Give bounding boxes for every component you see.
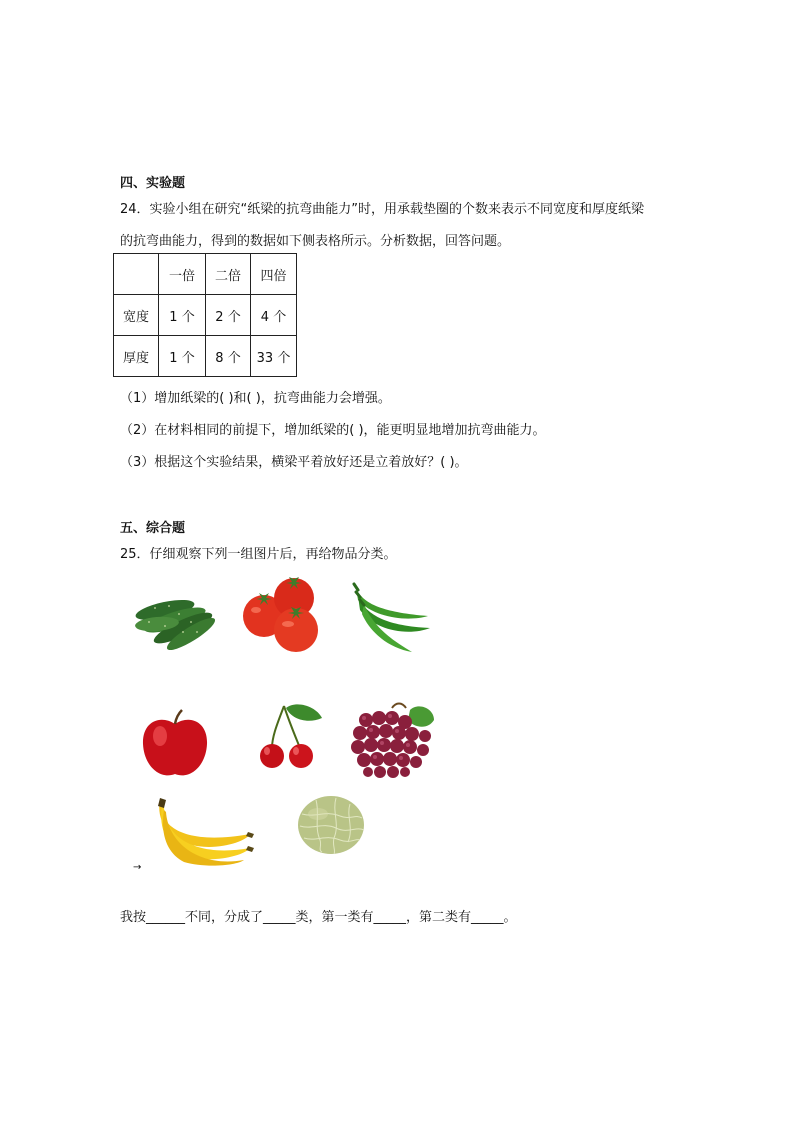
table-row [114, 336, 297, 377]
cucumber-image [135, 588, 219, 650]
grape-image [348, 700, 438, 784]
question-24-line2: 的抗弯曲能力，得到的数据如下侧表格所示。分析数据，回答问题。 [120, 234, 511, 249]
arrow-mark: → [133, 862, 142, 873]
table-cell: 8 个 [206, 336, 251, 377]
cantaloupe-image [296, 794, 366, 856]
table-header: 一倍 [159, 254, 206, 295]
tomato-image [240, 576, 324, 654]
table-cell: 4 个 [251, 295, 297, 336]
question-24-line1: 24．实验小组在研究“纸梁的抗弯曲能力”时，用承载垫圈的个数来表示不同宽度和厚度纸梁 [120, 202, 645, 217]
section-heading-comprehensive: 五、综合题 [120, 521, 186, 536]
table-cell: 33 个 [251, 336, 297, 377]
table-cell: 厚度 [114, 336, 159, 377]
question-25: 25．仔细观察下列一组图片后，再给物品分类。 [120, 547, 397, 562]
sub-question-1: （1）增加纸梁的( )和( )，抗弯曲能力会增强。 [120, 391, 391, 406]
table-cell: 1 个 [159, 295, 206, 336]
cherry-image [256, 702, 326, 770]
answer-line: 我按______不同，分成了_____类，第一类有_____，第二类有_____。 [120, 910, 517, 925]
green-pepper-image [348, 582, 434, 654]
table-header: 二倍 [206, 254, 251, 295]
table-cell: 2 个 [206, 295, 251, 336]
table-header: 四倍 [251, 254, 297, 295]
apple-image [140, 708, 210, 780]
section-heading-experiment: 四、实验题 [120, 176, 186, 191]
data-table [113, 253, 297, 377]
table-cell [114, 254, 159, 295]
table-cell: 1 个 [159, 336, 206, 377]
sub-question-3: （3）根据这个实验结果，横梁平着放好还是立着放好？( )。 [120, 455, 468, 470]
banana-image [154, 796, 256, 866]
sub-question-2: （2）在材料相同的前提下，增加纸梁的( )，能更明显地增加抗弯曲能力。 [120, 423, 546, 438]
table-row [114, 295, 297, 336]
table-cell: 宽度 [114, 295, 159, 336]
table-header-row [114, 254, 297, 295]
